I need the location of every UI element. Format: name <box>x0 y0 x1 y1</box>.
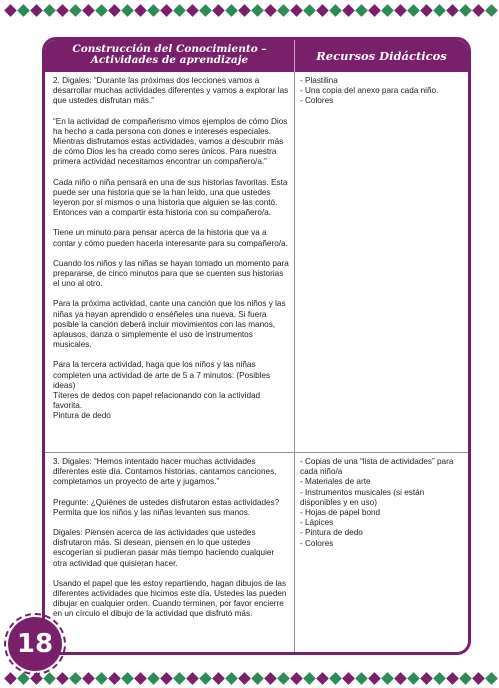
border-diamond <box>459 672 472 685</box>
s1-paragraph: “En la actividad de compañerismo vimos ejemplos de cómo Dios ha hecho a cada persona con dones e intereses especiales. Mientras disfrutamos estas actividades, vamos a descubrir más de cómo Dios les ha creado como seres únicos. Para nuestra primera actividad necesitamos encontrar un compañero/a.” <box>53 116 288 167</box>
border-diamond <box>446 4 459 17</box>
s1-paragraph: Cada niño o niña pensará en una de sus historias favoritas. Esta puede ser una historia que se la han leído, una que ustedes leyeron por sí mismos o una historia que alguien se las contó. Entonces van a compartir esta historia con su compañero/a. <box>53 177 288 218</box>
section1-resources <box>300 76 465 107</box>
border-diamond <box>355 4 368 17</box>
border-diamond <box>82 4 95 17</box>
border-diamond <box>472 4 485 17</box>
border-diamond <box>407 4 420 17</box>
border-diamond <box>134 4 147 17</box>
resource-item: - Materiales de arte <box>300 477 371 487</box>
border-diamond <box>160 4 173 17</box>
border-diamond <box>69 4 82 17</box>
border-diamond <box>186 672 199 685</box>
s2-paragraph: Pregunte: ¿Quiénes de ustedes disfrutaron estas actividades? Permita que los niños y las niñas levanten sus manos. <box>53 497 280 517</box>
border-diamond <box>394 4 407 17</box>
resource-item: - Plastilina <box>300 76 338 85</box>
border-diamond <box>199 4 212 17</box>
border-diamond <box>238 672 251 685</box>
border-diamond <box>108 672 121 685</box>
border-diamond <box>264 4 277 17</box>
row-divider <box>45 452 468 453</box>
border-diamond <box>264 672 277 685</box>
top-decorative-border <box>0 0 499 22</box>
border-diamond <box>446 672 459 685</box>
s2-paragraph: Usando el papel que les estoy repartiendo, hagan dibujos de las diferentes actividades que hicimos este día. Ustedes las pueden dibujar en cualquier orden. Cuando terminen, por favor encierre en un círculo el dibujo de la actividad que disfrutó más. <box>53 578 287 619</box>
resource-item: - Pintura de dedo <box>300 528 363 538</box>
activity-table <box>42 37 471 655</box>
s1-paragraph: 2. Digales: “Durante las próximas dos lecciones vamos a desarrollar muchas actividades diferentes y vamos a explorar las que ustedes disfrutan más.” <box>53 76 289 106</box>
border-diamond <box>433 672 446 685</box>
border-diamond <box>277 672 290 685</box>
bottom-decorative-border <box>0 668 499 688</box>
border-diamond <box>225 4 238 17</box>
border-diamond <box>121 672 134 685</box>
s1-paragraph: Cuando los niños y las niñas se hayan tomado un momento para prepararse, de cinco minutos para que se cuenten sus historias el uno al otro. <box>53 258 289 289</box>
border-diamond <box>238 4 251 17</box>
border-diamond <box>82 672 95 685</box>
column-divider <box>294 72 295 652</box>
border-diamond <box>43 672 56 685</box>
border-diamond <box>420 672 433 685</box>
border-diamond <box>95 672 108 685</box>
border-diamond <box>147 4 160 17</box>
border-diamond <box>329 4 342 17</box>
border-diamond <box>251 4 264 17</box>
resource-item: - Colores <box>300 96 334 106</box>
border-diamond <box>212 672 225 685</box>
border-diamond <box>43 4 56 17</box>
border-diamond <box>316 4 329 17</box>
resource-item: - Una copia del anexo para cada niño. <box>300 86 439 96</box>
section2-activities <box>53 457 289 620</box>
s2-paragraph: Digales: Piensen acerca de las actividades que ustedes disfrutaron más. Si desean, piensen en lo que ustedes escogerían si pudieran pasar más tiempo haciendo cualquier otra actividad que quisieran hacer. <box>53 528 275 568</box>
border-diamond <box>121 4 134 17</box>
border-diamond <box>472 672 485 685</box>
border-diamond <box>95 4 108 17</box>
border-diamond <box>368 4 381 17</box>
resource-item: - Instrumentos musicales (si están disponibles y en uso) <box>300 487 425 507</box>
border-diamond <box>173 4 186 17</box>
resource-item: - Colores <box>300 538 334 548</box>
page-number-badge: 18 <box>8 617 62 671</box>
s2-paragraph: 3. Digales: “Hemos intentado hacer muchas actividades diferentes este día. Contamos historias, cantamos canciones, completamos un proyecto de arte y jugamos.” <box>53 457 277 487</box>
border-diamond <box>251 672 264 685</box>
border-diamond <box>4 4 17 17</box>
header-left-line1: Construcción del Conocimiento – <box>72 43 267 55</box>
border-diamond <box>459 4 472 17</box>
border-diamond <box>160 672 173 685</box>
border-diamond <box>212 4 225 17</box>
s1-idea: Pintura de dedo <box>53 411 111 421</box>
resource-item: - Copias de una “lista de actividades” para cada niño/a <box>300 457 454 477</box>
resource-item: - Lápices <box>300 518 334 528</box>
header-resources: Recursos Didácticos <box>316 49 447 63</box>
border-diamond <box>355 672 368 685</box>
header-learning-activities <box>45 40 294 72</box>
border-diamond <box>433 4 446 17</box>
border-diamond <box>316 672 329 685</box>
border-diamond <box>407 672 420 685</box>
border-diamond <box>186 4 199 17</box>
border-diamond <box>420 4 433 17</box>
section2-resources <box>300 457 465 549</box>
border-diamond <box>290 4 303 17</box>
border-diamond <box>30 4 43 17</box>
border-diamond <box>225 672 238 685</box>
border-diamond <box>17 4 30 17</box>
border-diamond <box>56 4 69 17</box>
border-diamond <box>394 672 407 685</box>
s1-paragraph: Tiene un minuto para pensar acerca de la historia que va a contar y cómo pueden hacerla interesante para su compañero/a. <box>53 228 288 248</box>
border-diamond <box>485 4 498 17</box>
section1-activities <box>53 76 289 422</box>
border-diamond <box>108 4 121 17</box>
s1-paragraph: Para la próxima actividad, cante una canción que los niños y las niñas ya hayan aprendido o enséñeles una nueva. Si fuera posible la canción deberá incluir movimientos con las manos, aplausos, danza o simplemente el uso de instrumentos musicales. <box>53 299 286 350</box>
border-diamond <box>199 672 212 685</box>
header-left-line2: Actividades de aprendizaje <box>90 54 249 66</box>
border-diamond <box>329 672 342 685</box>
resource-item: - Hojas de papel bond <box>300 508 381 518</box>
table-body <box>45 72 468 652</box>
border-diamond <box>342 672 355 685</box>
border-diamond <box>277 4 290 17</box>
border-diamond <box>69 672 82 685</box>
border-diamond <box>381 4 394 17</box>
border-diamond <box>290 672 303 685</box>
border-diamond <box>173 672 186 685</box>
border-diamond <box>56 672 69 685</box>
s1-idea: Títeres de dedos con papel relacionando con la actividad favorita. <box>53 391 261 411</box>
s1-paragraph: Para la tercera actividad, haga que los niños y las niñas completen una actividad de arte de 5 a 7 minutos: (Posibles ideas) <box>53 360 271 390</box>
border-diamond <box>134 672 147 685</box>
border-diamond <box>303 4 316 17</box>
border-diamond <box>381 672 394 685</box>
border-diamond <box>368 672 381 685</box>
border-diamond <box>303 672 316 685</box>
border-diamond <box>342 4 355 17</box>
border-diamond <box>485 672 498 685</box>
table-header <box>45 40 468 72</box>
border-diamond <box>147 672 160 685</box>
border-diamond <box>4 672 17 685</box>
